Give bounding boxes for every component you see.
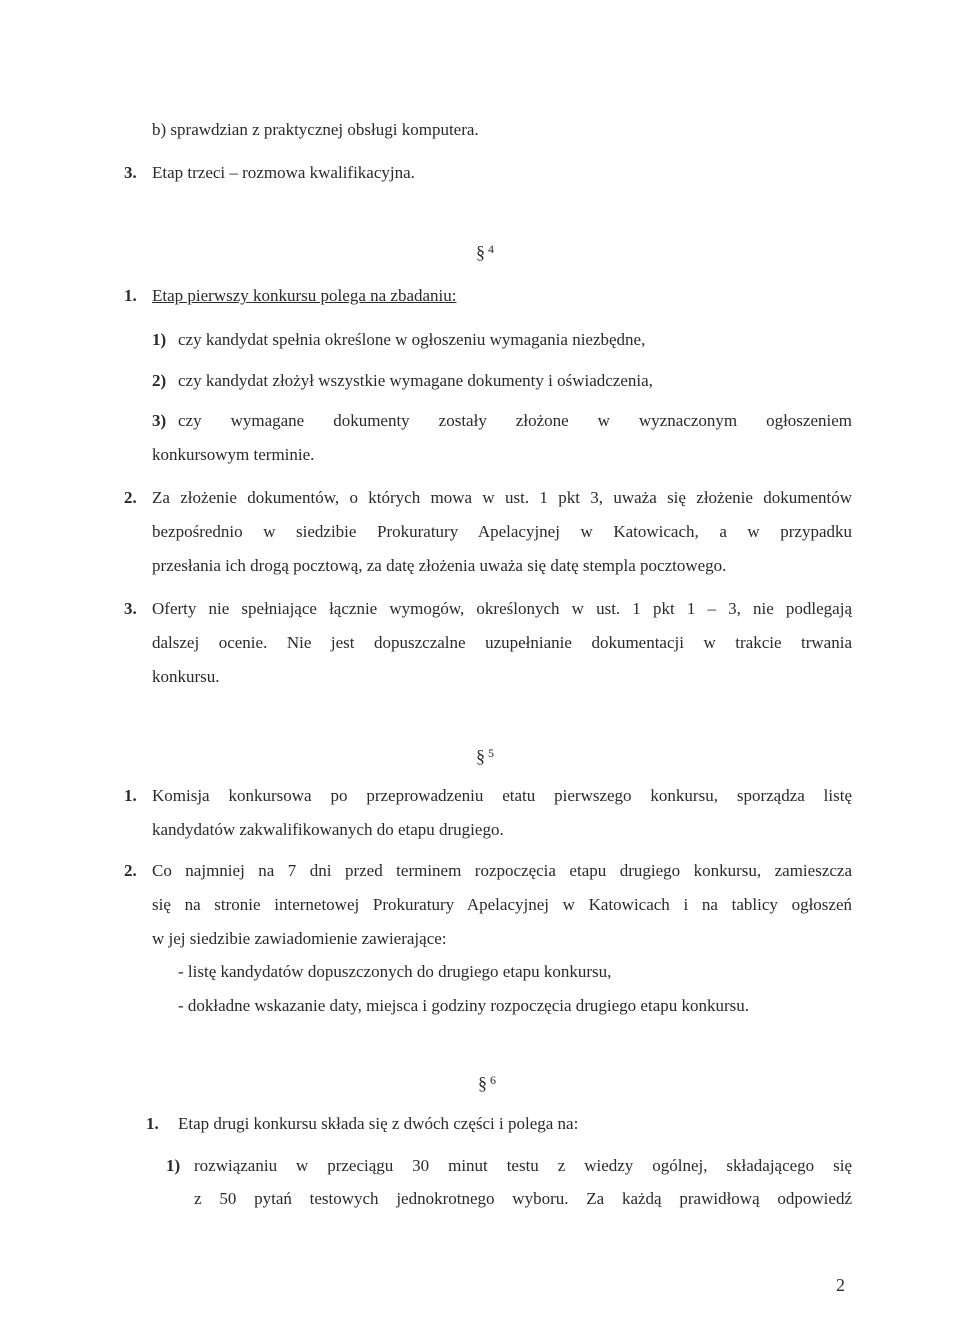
s5-p2-line: Co najmniej na 7 dni przed terminem rozpoczęcia etapu drugiego konkursu, zamieszcza [152, 861, 852, 880]
section-number: 6 [490, 1073, 496, 1087]
s4-p1-text: Etap pierwszy konkursu polega na zbadaniu: [152, 286, 457, 305]
s4-item2-number: 2) [152, 371, 167, 390]
s4-p3-line: Oferty nie spełniające łącznie wymogów, określonych w ust. 1 pkt 1 – 3, nie podlegają [152, 599, 852, 618]
s4-item1-text: czy kandydat spełnia określone w ogłoszeniu wymagania niezbędne, [178, 330, 646, 349]
s4-p2-line: Za złożenie dokumentów, o których mowa w ust. 1 pkt 3, uważa się złożenie dokumentów [152, 488, 852, 507]
s6-item1-line: rozwiązaniu w przeciągu 30 minut testu z wiedzy ogólnej, składającego się [194, 1156, 852, 1175]
s4-p2-line: bezpośrednio w siedzibie Prokuratury Apelacyjnej w Katowicach, a w przypadku [152, 522, 852, 541]
s5-p1-line: kandydatów zakwalifikowanych do etapu drugiego. [152, 820, 504, 839]
s5-p1-line: Komisja konkursowa po przeprowadzeniu etatu pierwszego konkursu, sporządza listę [152, 786, 852, 805]
s4-p2-line: przesłania ich drogą pocztową, za datę złożenia uważa się datę stempla pocztowego. [152, 556, 727, 575]
s4-p3-line: konkursu. [152, 667, 220, 686]
s5-p1-number: 1. [124, 786, 137, 805]
line-b: b) sprawdzian z praktycznej obsługi komputera. [152, 120, 479, 139]
s5-p2-number: 2. [124, 861, 137, 880]
section-number: 5 [488, 746, 494, 760]
item3-number: 3. [124, 163, 137, 182]
s4-item2-text: czy kandydat złożył wszystkie wymagane dokumenty i oświadczenia, [178, 371, 653, 390]
s5-p2-line: w jej siedzibie zawiadomienie zawierające: [152, 929, 447, 948]
item3-text: Etap trzeci – rozmowa kwalifikacyjna. [152, 163, 415, 182]
s4-item3-continuation: konkursowym terminie. [152, 445, 315, 464]
s6-p1-number: 1. [146, 1114, 159, 1133]
s4-item1-number: 1) [152, 330, 167, 349]
s5-p2-line: się na stronie internetowej Prokuratury Apelacyjnej w Katowicach i na tablicy ogłoszeń [152, 895, 852, 914]
s6-p1-text: Etap drugi konkursu składa się z dwóch części i polega na: [178, 1114, 579, 1133]
s4-p3-line: dalszej ocenie. Nie jest dopuszczalne uzupełnianie dokumentacji w trakcie trwania [152, 633, 852, 652]
s5-bullet: - dokładne wskazanie daty, miejsca i godziny rozpoczęcia drugiego etapu konkursu. [178, 996, 750, 1015]
section-sign: § [478, 1073, 487, 1093]
s4-p3-number: 3. [124, 599, 137, 618]
s4-item3-number: 3) [152, 411, 167, 430]
page-number: 2 [836, 1275, 845, 1295]
s5-bullet: - listę kandydatów dopuszczonych do drugiego etapu konkursu, [178, 962, 612, 981]
s4-p2-number: 2. [124, 488, 137, 507]
section-4-heading [476, 241, 494, 264]
s4-item3-text: czy wymagane dokumenty zostały złożone w wyznaczonym ogłoszeniem [178, 411, 852, 430]
section-number: 4 [488, 242, 494, 256]
s4-p1-number: 1. [124, 286, 137, 305]
s6-item1-line: z 50 pytań testowych jednokrotnego wyboru. Za każdą prawidłową odpowiedź [194, 1189, 852, 1208]
section-sign: § [476, 746, 485, 766]
section-5-heading [476, 745, 494, 768]
section-6-heading [478, 1072, 496, 1095]
s6-item1-number: 1) [166, 1156, 181, 1175]
section-sign: § [476, 242, 485, 262]
